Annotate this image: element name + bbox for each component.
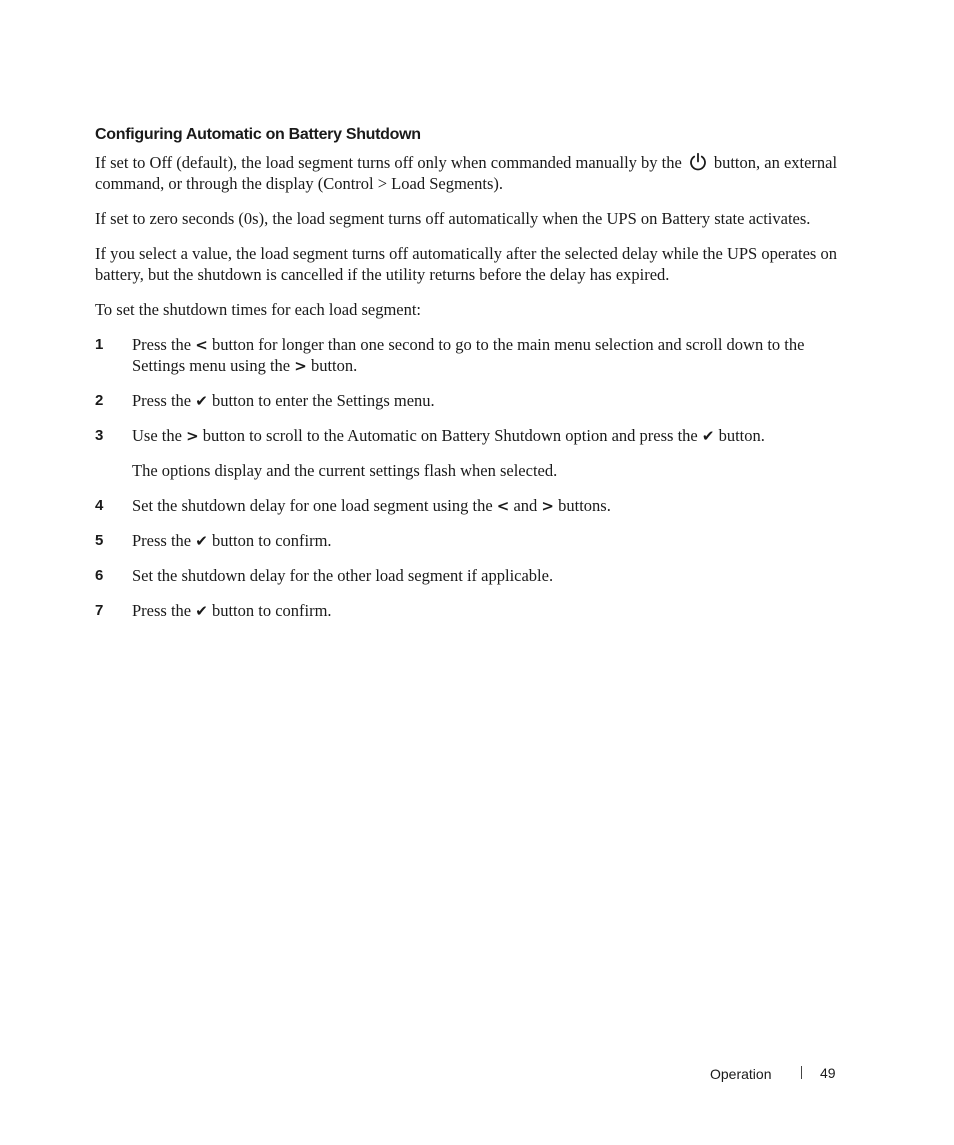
step-1 — [95, 334, 860, 376]
step-text: Use the — [132, 426, 182, 445]
step-number: 1 — [95, 336, 104, 353]
checkmark-icon: ✔ — [701, 427, 715, 445]
paragraph-off-default — [95, 152, 860, 194]
chevron-left-icon: < — [496, 497, 510, 515]
paragraph-text: If set to Off (default), the load segment turns off only when commanded manually by the — [95, 153, 682, 172]
step-number: 7 — [95, 602, 104, 619]
chevron-right-icon: > — [186, 427, 199, 445]
chevron-right-icon: > — [294, 357, 307, 375]
power-icon — [688, 152, 708, 172]
paragraph-select-value: If you select a value, the load segment turns off automatically after the selected delay while the UPS operates on battery, but the shutdown is cancelled if the utility returns before the delay has expired. — [95, 244, 837, 284]
step-text: button for longer than one second to go to the main menu selection and scroll down to the Settings menu using the — [132, 335, 805, 375]
step-number: 6 — [95, 567, 104, 584]
paragraph-zero-seconds: If set to zero seconds (0s), the load segment turns off automatically when the UPS on Battery state activates. — [95, 209, 811, 228]
paragraph-text: button, an external command, or through the display (Control > Load Segments). — [95, 153, 838, 193]
step-text: Set the shutdown delay for the other load segment if applicable. — [132, 566, 554, 585]
step-text: and — [513, 496, 538, 515]
checkmark-icon: ✔ — [195, 392, 208, 410]
step-text: Press the — [132, 335, 192, 354]
footer-section-name: Operation — [710, 1066, 772, 1082]
steps-list — [95, 334, 860, 621]
step-2 — [95, 390, 860, 411]
step-5 — [95, 530, 860, 551]
footer-page-number: 49 — [820, 1065, 836, 1081]
step-3-note: The options display and the current settings flash when selected. — [132, 461, 558, 480]
page-content — [95, 124, 860, 635]
section-heading: Configuring Automatic on Battery Shutdown — [95, 126, 421, 143]
paragraph-intro-steps: To set the shutdown times for each load segment: — [95, 300, 422, 319]
step-text: button to confirm. — [211, 531, 332, 550]
step-text: button to enter the Settings menu. — [211, 391, 435, 410]
step-text: button. — [718, 426, 765, 445]
footer-divider — [801, 1066, 802, 1079]
step-3 — [95, 425, 860, 446]
step-text: Press the — [132, 531, 192, 550]
step-text: Set the shutdown delay for one load segment using the — [132, 496, 493, 515]
step-text: button to confirm. — [211, 601, 332, 620]
step-number: 2 — [95, 392, 104, 409]
chevron-left-icon: < — [195, 336, 208, 354]
chevron-right-icon: > — [541, 497, 554, 515]
step-text: buttons. — [558, 496, 611, 515]
step-number: 3 — [95, 427, 104, 444]
step-number: 4 — [95, 497, 104, 514]
step-text: Press the — [132, 391, 192, 410]
step-7 — [95, 600, 860, 621]
step-6 — [95, 565, 860, 586]
step-text: Press the — [132, 601, 192, 620]
step-text: button to scroll to the Automatic on Battery Shutdown option and press the — [202, 426, 698, 445]
step-number: 5 — [95, 532, 104, 549]
checkmark-icon: ✔ — [195, 602, 208, 620]
step-4 — [95, 495, 860, 516]
step-text: button. — [310, 356, 358, 375]
checkmark-icon: ✔ — [195, 532, 208, 550]
